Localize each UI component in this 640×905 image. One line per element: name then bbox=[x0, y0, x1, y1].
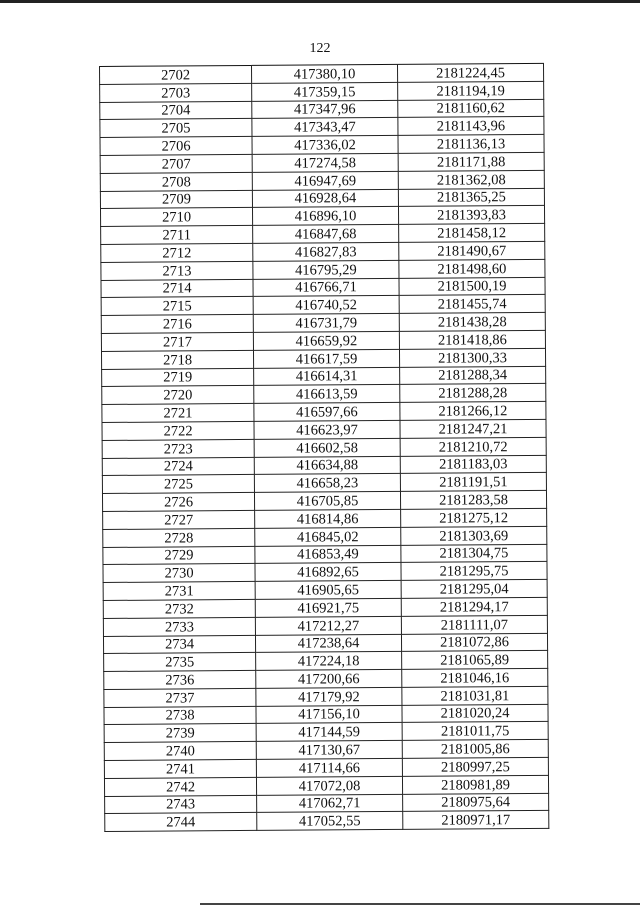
x-coordinate-cell: 416623,97 bbox=[254, 420, 400, 439]
coordinate-table-container bbox=[99, 63, 548, 832]
x-coordinate-cell: 416613,59 bbox=[254, 385, 400, 404]
table-row bbox=[101, 295, 545, 316]
y-coordinate-cell: 2181500,19 bbox=[399, 277, 545, 296]
point-number-cell: 2712 bbox=[101, 243, 253, 262]
y-coordinate-cell: 2181005,86 bbox=[402, 740, 548, 759]
x-coordinate-cell: 416853,49 bbox=[255, 545, 401, 564]
point-number-cell: 2735 bbox=[104, 653, 256, 672]
y-coordinate-cell: 2180971,17 bbox=[403, 811, 549, 830]
x-coordinate-cell: 417343,47 bbox=[252, 118, 398, 137]
table-row bbox=[104, 704, 548, 725]
point-number-cell: 2715 bbox=[101, 297, 253, 316]
point-number-cell: 2727 bbox=[103, 510, 255, 529]
y-coordinate-cell: 2181418,86 bbox=[399, 330, 545, 349]
y-coordinate-cell: 2181011,75 bbox=[402, 722, 548, 741]
table-row bbox=[103, 526, 547, 547]
x-coordinate-cell: 417052,55 bbox=[257, 812, 403, 831]
table-row bbox=[101, 313, 545, 334]
table-row bbox=[101, 259, 545, 280]
y-coordinate-cell: 2181295,04 bbox=[401, 579, 547, 598]
y-coordinate-cell: 2180975,64 bbox=[403, 793, 549, 812]
x-coordinate-cell: 416947,69 bbox=[252, 171, 398, 190]
y-coordinate-cell: 2181065,89 bbox=[402, 651, 548, 670]
x-coordinate-cell: 416845,02 bbox=[255, 527, 401, 546]
y-coordinate-cell: 2181490,67 bbox=[399, 241, 545, 260]
scan-top-edge bbox=[0, 0, 640, 3]
table-row bbox=[101, 277, 545, 298]
y-coordinate-cell: 2181046,16 bbox=[402, 668, 548, 687]
x-coordinate-cell: 417156,10 bbox=[256, 705, 402, 724]
y-coordinate-cell: 2181300,33 bbox=[399, 348, 545, 367]
x-coordinate-cell: 417114,66 bbox=[256, 758, 402, 777]
table-row bbox=[102, 384, 546, 405]
y-coordinate-cell: 2181210,72 bbox=[400, 437, 546, 456]
coordinate-table bbox=[99, 63, 549, 832]
y-coordinate-cell: 2181294,17 bbox=[401, 597, 547, 616]
point-number-cell: 2703 bbox=[100, 83, 252, 102]
point-number-cell: 2734 bbox=[103, 635, 255, 654]
y-coordinate-cell: 2181304,75 bbox=[401, 544, 547, 563]
y-coordinate-cell: 2181031,81 bbox=[402, 686, 548, 705]
table-row bbox=[102, 366, 546, 387]
x-coordinate-cell: 417179,92 bbox=[256, 687, 402, 706]
point-number-cell: 2736 bbox=[104, 671, 256, 690]
x-coordinate-cell: 416847,68 bbox=[253, 225, 399, 244]
x-coordinate-cell: 416705,85 bbox=[254, 492, 400, 511]
y-coordinate-cell: 2181288,34 bbox=[400, 366, 546, 385]
x-coordinate-cell: 416740,52 bbox=[253, 296, 399, 315]
point-number-cell: 2702 bbox=[100, 65, 252, 84]
table-row bbox=[100, 81, 544, 102]
coordinate-table-body bbox=[100, 63, 549, 831]
x-coordinate-cell: 416659,92 bbox=[253, 331, 399, 350]
point-number-cell: 2724 bbox=[102, 457, 254, 476]
point-number-cell: 2716 bbox=[101, 315, 253, 334]
y-coordinate-cell: 2180981,89 bbox=[402, 775, 548, 794]
y-coordinate-cell: 2181266,12 bbox=[400, 402, 546, 421]
table-row bbox=[101, 224, 545, 245]
point-number-cell: 2732 bbox=[103, 599, 255, 618]
table-row bbox=[103, 508, 547, 529]
x-coordinate-cell: 417072,08 bbox=[256, 776, 402, 795]
table-row bbox=[104, 757, 548, 778]
table-row bbox=[103, 597, 547, 618]
table-row bbox=[104, 686, 548, 707]
y-coordinate-cell: 2181183,03 bbox=[400, 455, 546, 474]
y-coordinate-cell: 2181191,51 bbox=[400, 473, 546, 492]
y-coordinate-cell: 2181171,88 bbox=[398, 152, 544, 171]
x-coordinate-cell: 417212,27 bbox=[255, 616, 401, 635]
x-coordinate-cell: 417200,66 bbox=[256, 669, 402, 688]
y-coordinate-cell: 2181295,75 bbox=[401, 562, 547, 581]
point-number-cell: 2744 bbox=[105, 813, 257, 832]
x-coordinate-cell: 417238,64 bbox=[255, 634, 401, 653]
point-number-cell: 2738 bbox=[104, 706, 256, 725]
x-coordinate-cell: 416896,10 bbox=[252, 207, 398, 226]
y-coordinate-cell: 2181160,62 bbox=[398, 99, 544, 118]
point-number-cell: 2739 bbox=[104, 724, 256, 743]
table-row bbox=[101, 330, 545, 351]
y-coordinate-cell: 2181393,83 bbox=[398, 206, 544, 225]
x-coordinate-cell: 417380,10 bbox=[251, 64, 397, 83]
table-row bbox=[103, 562, 547, 583]
y-coordinate-cell: 2181365,25 bbox=[398, 188, 544, 207]
table-row bbox=[102, 491, 546, 512]
table-row bbox=[103, 633, 547, 654]
table-row bbox=[102, 455, 546, 476]
x-coordinate-cell: 416602,58 bbox=[254, 438, 400, 457]
point-number-cell: 2733 bbox=[103, 617, 255, 636]
y-coordinate-cell: 2181247,21 bbox=[400, 419, 546, 438]
x-coordinate-cell: 416658,23 bbox=[254, 474, 400, 493]
point-number-cell: 2707 bbox=[100, 154, 252, 173]
table-row bbox=[104, 668, 548, 689]
table-row bbox=[100, 206, 544, 227]
point-number-cell: 2711 bbox=[101, 226, 253, 245]
table-row bbox=[104, 722, 548, 743]
y-coordinate-cell: 2181224,45 bbox=[397, 63, 543, 82]
x-coordinate-cell: 416814,86 bbox=[255, 509, 401, 528]
point-number-cell: 2704 bbox=[100, 101, 252, 120]
y-coordinate-cell: 2180997,25 bbox=[402, 757, 548, 776]
y-coordinate-cell: 2181194,19 bbox=[398, 81, 544, 100]
point-number-cell: 2722 bbox=[102, 421, 254, 440]
x-coordinate-cell: 416905,65 bbox=[255, 581, 401, 600]
y-coordinate-cell: 2181275,12 bbox=[401, 508, 547, 527]
table-row bbox=[104, 775, 548, 796]
point-number-cell: 2708 bbox=[100, 172, 252, 191]
table-row bbox=[103, 579, 547, 600]
table-row bbox=[102, 437, 546, 458]
point-number-cell: 2709 bbox=[100, 190, 252, 209]
x-coordinate-cell: 417224,18 bbox=[256, 652, 402, 671]
table-row bbox=[100, 63, 544, 84]
y-coordinate-cell: 2181072,86 bbox=[401, 633, 547, 652]
x-coordinate-cell: 417130,67 bbox=[256, 741, 402, 760]
x-coordinate-cell: 417274,58 bbox=[252, 153, 398, 172]
y-coordinate-cell: 2181303,69 bbox=[401, 526, 547, 545]
x-coordinate-cell: 416795,29 bbox=[253, 260, 399, 279]
point-number-cell: 2730 bbox=[103, 564, 255, 583]
table-row bbox=[101, 348, 545, 369]
table-row bbox=[104, 740, 548, 761]
y-coordinate-cell: 2181362,08 bbox=[398, 170, 544, 189]
y-coordinate-cell: 2181111,07 bbox=[401, 615, 547, 634]
point-number-cell: 2706 bbox=[100, 137, 252, 156]
point-number-cell: 2723 bbox=[102, 439, 254, 458]
x-coordinate-cell: 417347,96 bbox=[252, 100, 398, 119]
point-number-cell: 2717 bbox=[101, 332, 253, 351]
table-row bbox=[100, 170, 544, 191]
point-number-cell: 2737 bbox=[104, 688, 256, 707]
table-row bbox=[104, 651, 548, 672]
x-coordinate-cell: 417336,02 bbox=[252, 136, 398, 155]
x-coordinate-cell: 416614,31 bbox=[254, 367, 400, 386]
y-coordinate-cell: 2181136,13 bbox=[398, 135, 544, 154]
point-number-cell: 2731 bbox=[103, 582, 255, 601]
y-coordinate-cell: 2181498,60 bbox=[399, 259, 545, 278]
point-number-cell: 2718 bbox=[101, 350, 253, 369]
y-coordinate-cell: 2181438,28 bbox=[399, 313, 545, 332]
point-number-cell: 2743 bbox=[105, 795, 257, 814]
point-number-cell: 2710 bbox=[100, 208, 252, 227]
x-coordinate-cell: 416827,83 bbox=[253, 242, 399, 261]
x-coordinate-cell: 416928,64 bbox=[252, 189, 398, 208]
point-number-cell: 2725 bbox=[102, 475, 254, 494]
y-coordinate-cell: 2181288,28 bbox=[400, 384, 546, 403]
table-row bbox=[100, 188, 544, 209]
table-row bbox=[102, 419, 546, 440]
x-coordinate-cell: 416617,59 bbox=[253, 349, 399, 368]
y-coordinate-cell: 2181458,12 bbox=[399, 224, 545, 243]
table-row bbox=[100, 99, 544, 120]
point-number-cell: 2721 bbox=[102, 404, 254, 423]
table-row bbox=[105, 811, 549, 832]
table-row bbox=[102, 473, 546, 494]
x-coordinate-cell: 417359,15 bbox=[252, 82, 398, 101]
point-number-cell: 2720 bbox=[102, 386, 254, 405]
table-row bbox=[101, 241, 545, 262]
point-number-cell: 2719 bbox=[102, 368, 254, 387]
table-row bbox=[100, 135, 544, 156]
point-number-cell: 2713 bbox=[101, 261, 253, 280]
y-coordinate-cell: 2181143,96 bbox=[398, 117, 544, 136]
y-coordinate-cell: 2181020,24 bbox=[402, 704, 548, 723]
point-number-cell: 2729 bbox=[103, 546, 255, 565]
point-number-cell: 2714 bbox=[101, 279, 253, 298]
x-coordinate-cell: 417062,71 bbox=[257, 794, 403, 813]
table-row bbox=[100, 117, 544, 138]
y-coordinate-cell: 2181455,74 bbox=[399, 295, 545, 314]
x-coordinate-cell: 416731,79 bbox=[253, 314, 399, 333]
page-number: 122 bbox=[309, 41, 331, 56]
table-row bbox=[103, 615, 547, 636]
point-number-cell: 2726 bbox=[102, 493, 254, 512]
point-number-cell: 2742 bbox=[104, 777, 256, 796]
x-coordinate-cell: 417144,59 bbox=[256, 723, 402, 742]
x-coordinate-cell: 416634,88 bbox=[254, 456, 400, 475]
point-number-cell: 2728 bbox=[103, 528, 255, 547]
table-row bbox=[103, 544, 547, 565]
x-coordinate-cell: 416921,75 bbox=[255, 598, 401, 617]
y-coordinate-cell: 2181283,58 bbox=[400, 491, 546, 510]
x-coordinate-cell: 416766,71 bbox=[253, 278, 399, 297]
x-coordinate-cell: 416892,65 bbox=[255, 563, 401, 582]
x-coordinate-cell: 416597,66 bbox=[254, 403, 400, 422]
point-number-cell: 2705 bbox=[100, 119, 252, 138]
point-number-cell: 2741 bbox=[104, 759, 256, 778]
point-number-cell: 2740 bbox=[104, 742, 256, 761]
table-row bbox=[102, 402, 546, 423]
